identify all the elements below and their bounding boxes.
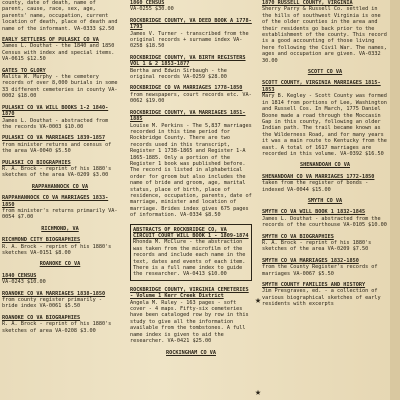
county-heading: ROCKINGHAM CO VA xyxy=(166,349,216,356)
county-heading: ROANOKE CO VA xyxy=(39,261,81,268)
catalog-entry xyxy=(130,55,252,81)
entry-description: Bertha and Edwin Sirbaugh - the original records VA-0259 $28.00 xyxy=(130,67,227,81)
county-heading: RICHMOND, VA xyxy=(41,225,79,232)
entry-title: 1870 RUSSELL COUNTY, VIRGINIA xyxy=(262,0,353,6)
entry-title: PULASKI CO VA MARRIAGES 1839-1857 xyxy=(2,135,106,142)
entry-description: James L. Douthat - abstracted from the records of the courthouse VA-0105 $10.00 xyxy=(262,215,387,229)
catalog-entry xyxy=(2,0,118,32)
catalog-entry xyxy=(262,282,388,308)
county-heading: SCOTT CO VA xyxy=(307,69,343,76)
entry-title: RAPPAHANNOCK CO VA MARRIAGES 1833-1850 xyxy=(2,195,109,208)
catalog-entry xyxy=(2,291,118,310)
entry-description: Mary B. Kegley - Scott County was formed in 1814 from portions of Lee, Washington and Russell Cos. In March, 1775 Daniel Boone made a road through the Moccasin Gap in this county, following an older Indian path. The trail became known as the Wilderness Road, and for many years it was a main route to Kentucky from the east. A total of 1617 marriages are recorded in this volume. VA-0392 $16.50 xyxy=(262,93,387,157)
entry-description: VA-0255 $30.00 xyxy=(130,6,174,13)
column-right xyxy=(262,0,388,313)
adjacent-page-strip xyxy=(390,0,400,400)
section-heading xyxy=(2,184,118,190)
section-heading xyxy=(262,162,388,168)
entry-title: SMYTH CO VA WILL BOOK 1 1832-1845 xyxy=(262,209,366,216)
catalog-entry xyxy=(262,209,388,228)
entry-description: James L. Douthat - abstracted from the records VA-0003 $10.00 xyxy=(2,117,109,130)
catalog-entry xyxy=(2,237,118,256)
catalog-entry xyxy=(130,0,252,13)
entry-description: from the County Register's records of marriages VA-0067 $5.50 xyxy=(262,264,378,277)
entry-description: Louise M. Perkins - The 5,837 marriages recorded in this time period for Rockbridge County. There are two records used in this transcript, Register 1 1738-1865 and Register 1-A 1865-1885. Only a portion of the Register 1 book was published before. The record is listed in alphabetical order for groom but also includes the name of bride and groom, age, marital status, place of birth, place of residence, occupation, parents, date of marriage, minister and location of marriage. Brides index gives 675 pages of information. VA-0334 $8.50 xyxy=(130,122,252,219)
entry-title: PULASKI CO VA WILL BOOKS 1-2 1840-1870 xyxy=(2,104,109,118)
catalog-entry xyxy=(2,160,118,179)
catalog-entry xyxy=(262,80,388,157)
entry-description: from county register primarily - bride index VA-0061 $5.50 xyxy=(2,297,102,310)
entry-description: James V. Turner - transcribed from the original records + surname index VA-0258 $18.50 xyxy=(130,30,249,50)
section-heading xyxy=(130,350,252,356)
entry-description: from newspapers, court records etc. VA-0062 $19.00 xyxy=(130,91,252,105)
section-heading xyxy=(262,198,388,204)
section-heading xyxy=(2,261,118,267)
entry-description: R. A. Brock - reprint of his 1880's sketches of area VA-0208 $3.00 xyxy=(2,321,112,334)
entry-description: R. A. Brock - reprint of his 1880's sketches of the area VA-0209 $3.00 xyxy=(2,165,112,179)
entry-title: PULASKI CO BIOGRAPHIES xyxy=(2,159,71,166)
entry-description: from minister returns and census of the area VA-0040 $5.50 xyxy=(2,141,112,155)
county-heading: SMYTH CO VA xyxy=(307,197,343,204)
entry-title: ROANOKE CO VA MARRIAGES 1838-1850 xyxy=(2,290,106,297)
entry-title: SMYTH COUNTY FAMILIES AND HISTORY xyxy=(262,282,366,289)
county-heading: SHENANDOAH CO VA xyxy=(300,162,350,169)
entry-title: 1860 CENSUS xyxy=(130,0,165,6)
catalog-entry xyxy=(130,85,252,104)
entry-description: Rhonda M. McClure - the abstraction was taken from the microfilm of the records and include each name in the text, dates and events of each item. There is a full name index to guide the researcher. VA-0413 $10.00 xyxy=(133,239,246,278)
entry-title: ROCKBRIDGE CO VA MARRIAGES 1778-1850 xyxy=(130,85,243,92)
entry-description: Jim Presgraves, ed. - a collection of various biographical sketches of early residents with excerpts xyxy=(262,288,381,308)
star-icon: ★ xyxy=(255,295,262,306)
catalog-entry xyxy=(262,234,388,253)
star-icon: ★ xyxy=(255,387,262,398)
entry-description: R. A. Brock - reprint of his 1880's sketches VA-0151 $8.00 xyxy=(2,243,112,256)
entry-description: R. A. Brock - reprint of his 1880's sketches of the area VA-0209 $7.50 xyxy=(262,240,372,253)
entry-title: RICHMOND CITY BIOGRAPHIES xyxy=(2,237,81,244)
catalog-entry xyxy=(2,135,118,154)
entry-title: SMYTH CO VA BIOGRAPHIES xyxy=(262,233,334,240)
entry-description: Angela M. Ruley - 163 pages - soft cover - 4 maps. Fifty-six cemeteries have been cataloged row by row in this study to give all the information available from the tombstones. A full name index is given to aid the researcher. VA-0421 $25.00 xyxy=(130,299,249,345)
catalog-entry xyxy=(2,37,118,63)
catalog-entry xyxy=(2,195,118,221)
entry-description: Malita W. Murphy - the cemetery records of over 8,000 burials in some 33 different cemeteries in county VA-0002 $18.00 xyxy=(2,74,118,100)
entry-description: VA-0243 $10.00 xyxy=(2,279,46,286)
section-heading xyxy=(262,69,388,75)
catalog-entry xyxy=(262,258,388,277)
entry-title: SMYTH CO VA MARRIAGES 1832-1850 xyxy=(262,257,359,264)
column-left xyxy=(2,0,118,339)
entry-description: county, date of death, name of parent, cause, race, sex, age, parents' name, occupation, current location of death, place of death and name of the informant. VA-0333 $2.50 xyxy=(2,0,118,32)
boxed-catalog-entry xyxy=(130,224,252,281)
entry-title: 1840 CENSUS xyxy=(2,272,37,279)
entry-title: EARLY SETTLERS OF PULASKI CO VA xyxy=(2,37,99,44)
entry-title: ABSTRACTS OF ROCKBRIDGE CO, VA CIRCUIT COURT WILL BOOK 1 - 1809-1874 xyxy=(133,226,249,239)
entry-title: ROANOKE CO VA BIOGRAPHIES xyxy=(2,314,81,321)
catalog-entry xyxy=(130,287,252,345)
entry-description: James L. Douthat - the 1840 and 1850 Census with index and special items. VA-0615 $12.50 xyxy=(2,43,115,63)
entry-title: ROCKBRIDGE COUNTY, VA BIRTH REGISTERS VOL 1 & 2 1853-1877 xyxy=(130,54,246,68)
catalog-entry xyxy=(2,315,118,334)
entry-title: ROCKBRIDGE COUNTY, VIRGINIA CEMETERIES - Volume 1 Kerr Creek District xyxy=(130,286,249,300)
catalog-entry xyxy=(2,105,118,131)
entry-title: ROCKBRIDGE COUNTY, VA MARRIAGES 1851-1885 xyxy=(130,109,246,123)
column-middle xyxy=(130,0,252,361)
entry-title: SCOTT COUNTY, VIRGINIA MARRIAGES 1815-1853 xyxy=(262,80,381,93)
catalog-entry xyxy=(262,0,388,64)
entry-description: taken from the register of bonds - indexed VA-0044 $15.00 xyxy=(262,180,369,193)
entry-title: SHENANDOAH CO VA MARRIAGES 1772-1850 xyxy=(262,173,375,180)
catalog-entry xyxy=(130,110,252,219)
entry-description: Sherry Parry & Russell Co. settled in the hills of southwest Virginia is one of the older counties in the area and their residents go back prior to the establishment of the county. This record is a good accounting of those living here following the Civil War. The names, ages and occupation are given. VA-0332 30.00 xyxy=(262,6,387,64)
entry-description: from minister's returns primarily VA-0054 $7.00 xyxy=(2,207,118,221)
catalog-entry xyxy=(130,18,252,50)
catalog-entry xyxy=(262,174,388,193)
catalog-entry xyxy=(2,273,118,286)
county-heading: RAPPAHANNOCK CO VA xyxy=(31,183,89,190)
catalog-entry xyxy=(2,68,118,100)
entry-title: GATES TO GLORY xyxy=(2,67,46,74)
entry-title: ROCKBRIDGE COUNTY, VA DEED BOOK A 1778-1793 xyxy=(130,17,252,31)
section-heading xyxy=(2,226,118,232)
